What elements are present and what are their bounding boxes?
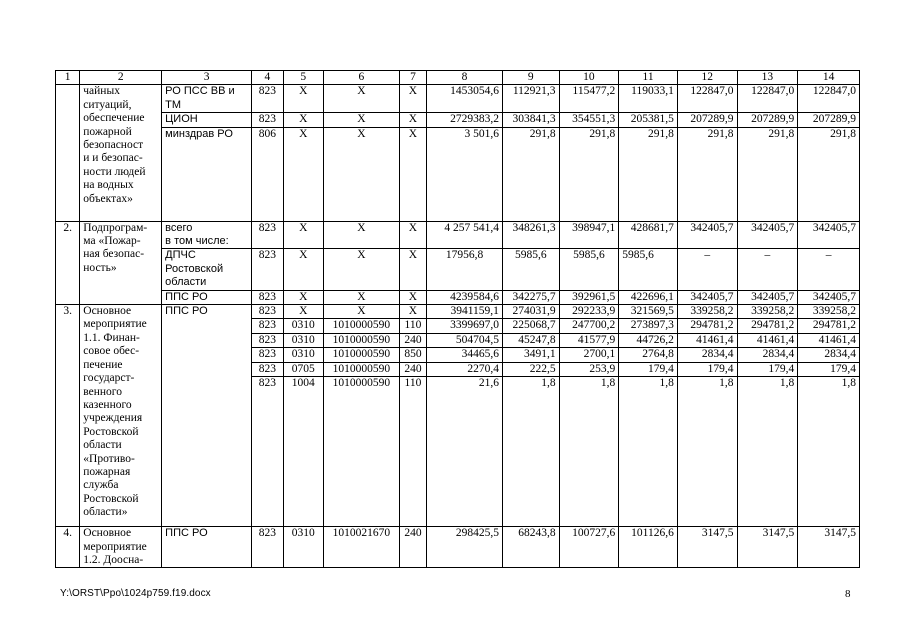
vr-cell: 240 — [399, 333, 426, 347]
program-name-line: казенного — [83, 398, 132, 411]
year-cell: 339258,2 — [798, 305, 860, 319]
year-cell: 112921,3 — [502, 85, 559, 113]
block-measure-1-2 — [56, 527, 860, 568]
grbs-cell: 823 — [252, 85, 283, 113]
year-cell: 41461,4 — [798, 333, 860, 347]
year-cell: 2834,4 — [677, 348, 737, 362]
year-cell: 247700,2 — [559, 319, 619, 333]
year-cell: 45247,8 — [502, 333, 559, 347]
year-cell: 115477,2 — [559, 85, 619, 113]
col-header-11: 11 — [619, 71, 678, 85]
col-header-7: 7 — [399, 71, 426, 85]
program-name-cell — [80, 527, 162, 568]
grbs-cell: 823 — [252, 249, 283, 290]
year-cell: 122847,0 — [677, 85, 737, 113]
total-cell: 4 257 541,4 — [427, 221, 503, 249]
csr-cell: Х — [323, 290, 399, 304]
rzpr-cell: Х — [283, 127, 323, 221]
table-row — [56, 305, 860, 319]
year-cell: 291,8 — [502, 127, 559, 221]
program-name-line: пожарной — [83, 125, 132, 138]
year-cell: 41577,9 — [559, 333, 619, 347]
year-cell: 2764,8 — [619, 348, 678, 362]
program-name-line: мероприятие — [83, 318, 147, 331]
program-name-line: Ростовской — [83, 492, 139, 505]
year-cell: 1,8 — [737, 377, 798, 527]
year-cell: 122847,0 — [798, 85, 860, 113]
year-cell: – — [798, 249, 860, 290]
year-cell: 205381,5 — [619, 113, 678, 127]
col-header-9: 9 — [502, 71, 559, 85]
col-header-4: 4 — [252, 71, 283, 85]
program-name-line: Основное — [83, 305, 132, 318]
program-name-line: государст- — [83, 372, 135, 385]
executor-line: всего — [165, 221, 193, 234]
program-name-line: Ростовской — [83, 425, 139, 438]
csr-cell: 1010000590 — [323, 319, 399, 333]
program-name-line: обеспечение — [83, 112, 145, 125]
total-cell: 3399697,0 — [427, 319, 503, 333]
csr-cell: Х — [323, 221, 399, 249]
table-row — [56, 127, 860, 221]
program-name-line: учреждения — [83, 412, 143, 425]
executor-cell — [162, 85, 252, 113]
year-cell: 291,8 — [737, 127, 798, 221]
csr-cell: Х — [323, 113, 399, 127]
col-header-3: 3 — [162, 71, 252, 85]
year-cell: 342405,7 — [677, 290, 737, 304]
year-cell: 179,4 — [737, 362, 798, 376]
year-cell: 1,8 — [619, 377, 678, 527]
rzpr-cell: Х — [283, 113, 323, 127]
executor-line: ТМ — [165, 98, 182, 111]
col-header-8: 8 — [427, 71, 503, 85]
executor-cell — [162, 249, 252, 290]
row-number — [56, 85, 80, 221]
total-cell: 3 501,6 — [427, 127, 503, 221]
total-cell: 34465,6 — [427, 348, 503, 362]
year-cell: 292233,9 — [559, 305, 619, 319]
vr-cell: 240 — [399, 362, 426, 376]
row-number: 2. — [56, 221, 80, 304]
program-name-line: ная безопас- — [83, 248, 145, 261]
program-name-cell — [80, 221, 162, 304]
executor-cell: ППС РО — [162, 527, 252, 568]
year-cell: 1,8 — [502, 377, 559, 527]
rzpr-cell: Х — [283, 305, 323, 319]
program-name-line: чайных — [83, 85, 120, 98]
col-header-1: 1 — [56, 71, 80, 85]
header-row-group — [56, 71, 860, 85]
csr-cell: Х — [323, 249, 399, 290]
program-name-line: ма «Пожар- — [83, 235, 141, 248]
year-cell: 3147,5 — [798, 527, 860, 568]
year-cell: 291,8 — [559, 127, 619, 221]
year-cell: 41461,4 — [677, 333, 737, 347]
grbs-cell: 823 — [252, 377, 283, 527]
year-cell: 122847,0 — [737, 85, 798, 113]
year-cell: 354551,3 — [559, 113, 619, 127]
year-cell: 339258,2 — [737, 305, 798, 319]
executor-line: РО ПСС ВВ и — [165, 85, 235, 98]
grbs-cell: 806 — [252, 127, 283, 221]
table-row — [56, 113, 860, 127]
year-cell: 422696,1 — [619, 290, 678, 304]
block-subprogram — [56, 221, 860, 304]
program-name-line: «Противо- — [83, 452, 135, 465]
csr-cell: 1010000590 — [323, 348, 399, 362]
vr-cell: Х — [399, 305, 426, 319]
col-header-6: 6 — [323, 71, 399, 85]
executor-cell: минздрав РО — [162, 127, 252, 221]
grbs-cell: 823 — [252, 333, 283, 347]
vr-cell: 110 — [399, 377, 426, 527]
year-cell: 207289,9 — [677, 113, 737, 127]
csr-cell: Х — [323, 85, 399, 113]
year-cell: 3147,5 — [737, 527, 798, 568]
table-row — [56, 290, 860, 304]
total-cell: 21,6 — [427, 377, 503, 527]
year-cell: 342405,7 — [737, 221, 798, 249]
table-row — [56, 527, 860, 568]
csr-cell: 1010000590 — [323, 377, 399, 527]
total-cell: 504704,5 — [427, 333, 503, 347]
page-number: 8 — [845, 588, 851, 600]
rzpr-cell: 1004 — [283, 377, 323, 527]
year-cell: 294781,2 — [737, 319, 798, 333]
rzpr-cell: 0310 — [283, 527, 323, 568]
executor-cell: ППС РО — [162, 305, 252, 527]
grbs-cell: 823 — [252, 305, 283, 319]
rzpr-cell: 0310 — [283, 348, 323, 362]
year-cell: 253,9 — [559, 362, 619, 376]
year-cell: 291,8 — [798, 127, 860, 221]
program-name-line: совое обес- — [83, 345, 140, 358]
year-cell: – — [737, 249, 798, 290]
vr-cell: 240 — [399, 527, 426, 568]
year-cell: 3147,5 — [677, 527, 737, 568]
program-name-line: на водных — [83, 179, 134, 192]
year-cell: 339258,2 — [677, 305, 737, 319]
year-cell: 5985,6 — [619, 249, 678, 290]
year-cell: 2834,4 — [737, 348, 798, 362]
col-header-12: 12 — [677, 71, 737, 85]
program-name-line: служба — [83, 479, 119, 492]
program-name-line: венного — [83, 385, 122, 398]
vr-cell: Х — [399, 127, 426, 221]
year-cell: 392961,5 — [559, 290, 619, 304]
year-cell: 119033,1 — [619, 85, 678, 113]
executor-line: в том числе: — [165, 235, 229, 248]
total-cell: 4239584,6 — [427, 290, 503, 304]
year-cell: 303841,3 — [502, 113, 559, 127]
vr-cell: Х — [399, 85, 426, 113]
year-cell: 291,8 — [619, 127, 678, 221]
program-name-line: безопасност — [83, 139, 144, 152]
csr-cell: Х — [323, 127, 399, 221]
year-cell: 274031,9 — [502, 305, 559, 319]
year-cell: 1,8 — [677, 377, 737, 527]
executor-cell: ЦИОН — [162, 113, 252, 127]
row-number: 4. — [56, 527, 80, 568]
rzpr-cell: 0705 — [283, 362, 323, 376]
executor-line: Ростовской — [165, 262, 224, 275]
rzpr-cell: Х — [283, 249, 323, 290]
program-name-line: пожарная — [83, 465, 131, 478]
table-row — [56, 85, 860, 113]
col-header-2: 2 — [80, 71, 162, 85]
table-row — [56, 249, 860, 290]
total-cell: 3941159,1 — [427, 305, 503, 319]
year-cell: 225068,7 — [502, 319, 559, 333]
grbs-cell: 823 — [252, 362, 283, 376]
year-cell: 342405,7 — [798, 221, 860, 249]
program-name-line: ситуаций, — [83, 98, 132, 111]
year-cell: 273897,3 — [619, 319, 678, 333]
total-cell: 298425,5 — [427, 527, 503, 568]
year-cell: 1,8 — [798, 377, 860, 527]
program-name-line: ность» — [83, 261, 117, 274]
year-cell: 101126,6 — [619, 527, 678, 568]
row-number: 3. — [56, 305, 80, 527]
program-name-line: ности людей — [83, 165, 146, 178]
program-name-line: печение — [83, 358, 123, 371]
csr-cell: 1010021670 — [323, 527, 399, 568]
program-name-line: и и безопас- — [83, 152, 143, 165]
vr-cell: Х — [399, 113, 426, 127]
year-cell: 5985,6 — [502, 249, 559, 290]
vr-cell: Х — [399, 221, 426, 249]
year-cell: 44726,2 — [619, 333, 678, 347]
program-name-line: Основное — [83, 527, 132, 540]
vr-cell: Х — [399, 290, 426, 304]
program-name-line: Подпрограм- — [83, 221, 148, 234]
total-cell: 2270,4 — [427, 362, 503, 376]
year-cell: 342275,7 — [502, 290, 559, 304]
program-name-cell — [80, 85, 162, 221]
year-cell: 342405,7 — [737, 290, 798, 304]
year-cell: 2834,4 — [798, 348, 860, 362]
grbs-cell: 823 — [252, 221, 283, 249]
year-cell: 207289,9 — [798, 113, 860, 127]
year-cell: 294781,2 — [677, 319, 737, 333]
year-cell: 222,5 — [502, 362, 559, 376]
csr-cell: 1010000590 — [323, 362, 399, 376]
year-cell: 1,8 — [559, 377, 619, 527]
executor-cell: ППС РО — [162, 290, 252, 304]
year-cell: 41461,4 — [737, 333, 798, 347]
table-row — [56, 221, 860, 249]
program-name-line: 1.1. Финан- — [83, 331, 140, 344]
year-cell: 291,8 — [677, 127, 737, 221]
year-cell: 179,4 — [677, 362, 737, 376]
year-cell: 348261,3 — [502, 221, 559, 249]
csr-cell: 1010000590 — [323, 333, 399, 347]
program-name-line: области» — [83, 506, 128, 519]
budget-table — [55, 70, 860, 568]
block-measure-1-1 — [56, 305, 860, 527]
rzpr-cell: Х — [283, 221, 323, 249]
executor-cell — [162, 221, 252, 249]
year-cell: – — [677, 249, 737, 290]
vr-cell: Х — [399, 249, 426, 290]
col-header-10: 10 — [559, 71, 619, 85]
year-cell: 179,4 — [619, 362, 678, 376]
grbs-cell: 823 — [252, 113, 283, 127]
year-cell: 179,4 — [798, 362, 860, 376]
program-name-line: области — [83, 439, 122, 452]
year-cell: 100727,6 — [559, 527, 619, 568]
executor-line: области — [165, 276, 207, 289]
rzpr-cell: Х — [283, 290, 323, 304]
year-cell: 207289,9 — [737, 113, 798, 127]
col-header-13: 13 — [737, 71, 798, 85]
grbs-cell: 823 — [252, 290, 283, 304]
year-cell: 5985,6 — [559, 249, 619, 290]
total-cell: 1453054,6 — [427, 85, 503, 113]
program-name-line: 1.2. Доосна- — [83, 553, 144, 566]
total-cell: 2729383,2 — [427, 113, 503, 127]
program-name-line: объектах» — [83, 192, 133, 205]
block-continuation — [56, 85, 860, 221]
program-name-cell — [80, 305, 162, 527]
grbs-cell: 823 — [252, 319, 283, 333]
vr-cell: 110 — [399, 319, 426, 333]
program-name-line: мероприятие — [83, 540, 147, 553]
year-cell: 2700,1 — [559, 348, 619, 362]
year-cell: 342405,7 — [677, 221, 737, 249]
year-cell: 398947,1 — [559, 221, 619, 249]
year-cell: 342405,7 — [798, 290, 860, 304]
year-cell: 3491,1 — [502, 348, 559, 362]
year-cell: 294781,2 — [798, 319, 860, 333]
year-cell: 321569,5 — [619, 305, 678, 319]
rzpr-cell: 0310 — [283, 319, 323, 333]
rzpr-cell: Х — [283, 85, 323, 113]
executor-line: ДПЧС — [165, 249, 196, 262]
col-header-14: 14 — [798, 71, 860, 85]
csr-cell: Х — [323, 305, 399, 319]
document-path: Y:\ORST\Ppo\1024p759.f19.docx — [60, 588, 211, 599]
year-cell: 68243,8 — [502, 527, 559, 568]
column-number-row — [56, 71, 860, 85]
rzpr-cell: 0310 — [283, 333, 323, 347]
total-cell: 17956,8 — [427, 249, 503, 290]
vr-cell: 850 — [399, 348, 426, 362]
col-header-5: 5 — [283, 71, 323, 85]
grbs-cell: 823 — [252, 348, 283, 362]
year-cell: 428681,7 — [619, 221, 678, 249]
grbs-cell: 823 — [252, 527, 283, 568]
